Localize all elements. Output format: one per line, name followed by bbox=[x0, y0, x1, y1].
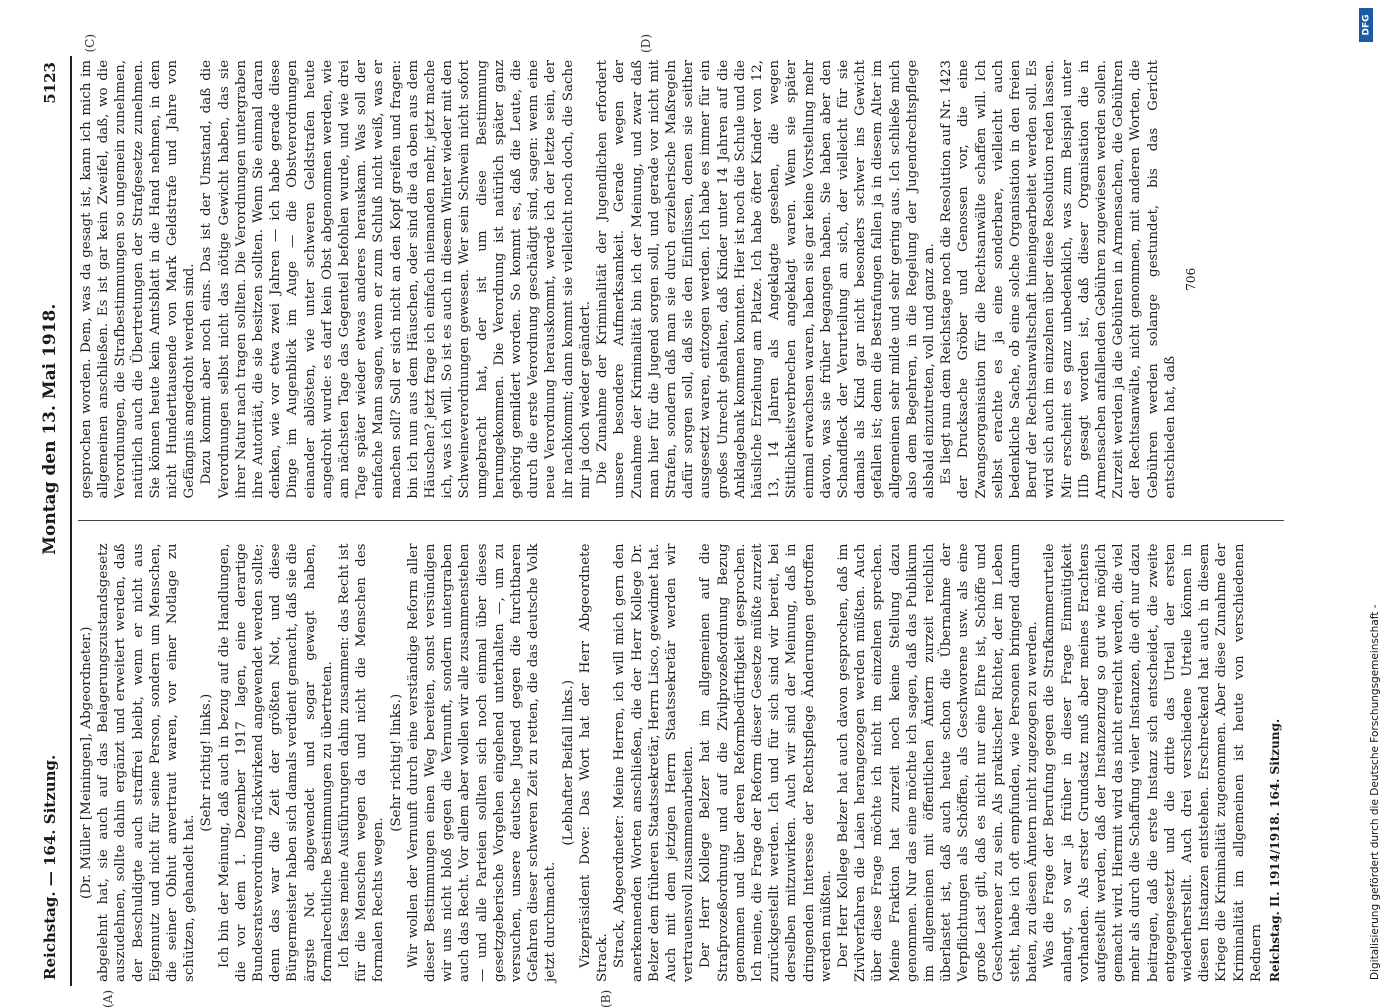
left-footer: Reichstag. II. 1914/1918. 164. Sitzung. bbox=[1268, 718, 1283, 982]
left-paragraph: Der Herr Kollege Belzer hat im allgemeinen auf die Strafprozeßordnung und auf die Zivilprozeßordnung Bezug genommen und über deren Reformbedürftigkeit gesprochen. Ich meine, die Frage der Reform dieser Gesetze müßte zurzeit zurückgestellt werden. Ich und für sich sind wir bereit, bei derselben mitzuwirken. Auch wir sind der Meinung, daß in dringenden Interesse der Rechtspflege Änderungen getroffen werden müßten. bbox=[698, 543, 834, 982]
right-paragraph: Die Zunahme der Kriminalität der Jugendlichen erfordert unsere besondere Aufmerksamkeit. Gerade wegen der Zunahme der Kriminalität bin ich der Meinung, und zwar daß man hier für die Jugend sorgen soll, und gerade vor nicht mit Strafen, sondern daß man sie durch erzieherische Maßregeln dafür sorgen soll, daß sie den Einflüssen, denen sie seither ausgesetzt waren, entzogen werden. Ich habe es immer für ein großes Unrecht gehalten, daß Kinder unter 14 Jahren auf die Anklagebank kommen konnten. Hier ist noch die Schule und die häusliche Erziehung am Platze. Ich habe öfter Kinder von 12, 13, 14 Jahren als Angeklagte gesehen, die wegen Sittlichkeitsverbrechen angeklagt waren. Wenn sie später einmal erwachsen waren, haben sie gar keine Vorstellung mehr davon, was sie früher begangen haben. Sie haben aber den Schandfleck der Verurteilung an sich, der vielleicht für sie damals als Kind gar nicht besonders schwer ins Gewicht gefallen ist; denn die Bestrafungen fallen ja in diesem Alter im allgemeinen sehr milde und sehr gering aus. Ich schließe mich also dem Begehren, in die Regelung der Jugendrechtspflege alsbald einzutreten, voll und ganz an. bbox=[595, 60, 937, 499]
interjection: (Lebhafter Beifall links.) bbox=[560, 679, 576, 846]
newspaper-page bbox=[40, 34, 1330, 1008]
page-sheet-number: 706 bbox=[1184, 267, 1198, 291]
left-paragraph: Wir wollen der Vernunft durch eine verständige Reform aller dieser Bestimmungen einen Weg bereiten, sonst versündigen wir uns nicht bloß gegen die Vernunft, sondern untergraben auch das Recht. Vor allem aber wollen wir alle zusammenstehen — und alle Parteien sollten sich noch einmal über dieses gesetzgeberische Vorgehen eingehend unterhalten —, um zu versuchen, unsere deutsche Jugend gegen die furchtbaren Gefahren dieser schweren Zeit zu retten, die das deutsche Volk jetzt durchmacht. bbox=[405, 543, 559, 982]
interjection: (Sehr richtig! links.) bbox=[388, 693, 404, 832]
margin-mark-c: (C) bbox=[83, 34, 97, 53]
left-paragraph: Vizepräsident Dove: Das Wort hat der Herr Abgeordnete Strack. bbox=[577, 543, 611, 982]
right-paragraph: Es liegt nun dem Reichstage noch die Resolution auf Nr. 1423 der Drucksache Gröber und Genossen vor, die eine Zwangsorganisation für die Rechtsanwälte schaffen will. Ich selbst erachte es ja eine sonderbare, vielleicht auch bedenkliche Sache, ob eine solche Organisation in den freien Beruf der Rechtsanwaltschaft hineingearbeitet werden soll. Es wird sich auch im einzelnen über diese Resolution reden lassen. Mir erscheint es ganz unbedenklich, was zum Beispiel unter IIIb gesagt worden ist, daß dieser Organisation die in Armensachen anfallenden Gebühren zugewiesen werden sollen. Zurzeit werden ja die Gebühren in Armensachen, die Gebühren der Rechtsanwälte, nicht genommen, mit anderen Worten, die Gebühren werden solange gestundet, bis das Gericht entschieden hat, daß bbox=[939, 60, 1178, 499]
right-paragraph: gesprochen worden. Dem, was da gesagt ist, kann ich mich im allgemeinen anschließen. Es ist gar kein Zweifel, daß, wo die Verordnungen, die Strafbestimmungen so ungemein zunehmen, natürlich auch die Übertretungen der Strafgesetze zunehmen. Sie können heute kein Amtsblatt in die Hand nehmen, in dem nicht Hunderttausende von Mark Geldstrafe und Jahre von Gefängnis angedroht werden sind. bbox=[79, 60, 198, 499]
dfg-credit-strip bbox=[1351, 0, 1381, 1000]
header-left: Reichstag. — 164. Sitzung. bbox=[41, 754, 59, 980]
left-paragraph: Ich fasse meine Ausführungen dahin zusammen: das Recht ist für die Menschen wegen da und nicht die Menschen des formalen Rechts wegen. bbox=[337, 543, 387, 982]
header-center: Montag den 13. Mai 1918. bbox=[40, 303, 60, 555]
margin-mark-d: (D) bbox=[639, 34, 653, 53]
left-paragraph: Der Herr Kollege Belzer hat auch davon gesprochen, daß im Zivilverfahren die Laien herangezogen werden müßten. Auch über diese Frage möchte ich nicht im einzelnen sprechen. Meine Fraktion hat zurzeit noch keine Stellung dazu genommen. Nur das eine möchte ich sagen, daß das Publikum im allgemeinen mit öffentlichen Ämtern zurzeit reichlich überlastet ist, daß auch heute schon die Übernahme der Verpflichtungen als Schöffen, als Geschworene usw. als eine große Last gilt, daß es nicht nur eine Ehre ist, Schöffe und Geschworener zu sein. Als praktischer Richter, der im Leben steht, habe ich oft empfunden, wie Personen bringend darum baten, zu diesen Ämtern nicht zugezogen zu werden. bbox=[835, 543, 1041, 982]
dfg-logo: DFG bbox=[1359, 8, 1373, 42]
dfg-credit-text: Digitalisierung gefördert durch die Deutsche Forschungsgemeinschaft - bbox=[1369, 604, 1381, 980]
text-columns bbox=[72, 34, 1284, 1008]
right-column bbox=[78, 34, 1284, 499]
speaker-intro: (Dr. Müller [Meiningen], Abgeordneter.) bbox=[79, 626, 94, 899]
column-divider bbox=[78, 521, 1284, 522]
left-column bbox=[78, 543, 1284, 1008]
margin-mark-a: (A) bbox=[101, 989, 115, 1008]
page-number: 5123 bbox=[41, 62, 59, 104]
right-paragraph: Dazu kommt aber noch eins. Das ist der Umstand, daß die Verordnungen selbst nicht das nötige Gewicht haben, das sie ihrer Natur nach tragen sollten. Die Verordnungen untergraben ihre Autorität, die sie besitzen sollten. Wenn Sie einmal daran denken, wie vor etwa zwei Jahren — ich habe gerade diese Dinge im Augenblick im Auge — die Obstverordnungen einander ablösten, wie unter schweren Geldstrafen heute angedroht wurde: es darf kein Obst abgenommen werden, wie am nächsten Tage das Gegenteil befohlen wurde, und wie drei Tage später wieder etwas anderes herauskam. Was soll der einfache Mann sagen, wenn er zum Schluß nicht weiß, was er machen soll? Soll er sich nicht an den Kopf greifen und fragen: bin ich nun aus dem Häuschen, oder sind die da oben aus dem Häuschen? jetzt frage ich einfach niemanden mehr, jetzt mache ich, was ich will. So ist es auch in diesem Winter wieder mit den Schweineverordnungen gewesen. Wer sein Schwein nicht sofort umgebracht hat, der ist um diese Bestimmung herumgekommen. Die Verordnung ist natürlich später ganz gehörig gemildert worden. So kommt es, daß die Leute, die durch die erste Verordnung geschädigt sind, sagen: wenn eine neue Verordnung herauskommt, werde ich der letzte sein, der ihr nachkommt; dann kommt sie vielleicht noch doch, die Sache mir ja doch wieder geändert. bbox=[199, 60, 593, 499]
left-paragraph: Strack, Abgeordneter: Meine Herren, ich will mich gern den anerkennenden Worten anschließen, die der Herr Kollege Dr. Belzer dem früheren Staatssekretär, Herrn Lisco, gewidmet hat. Auch mit dem jetzigen Herrn Staatssekretär werden wir vertrauensvoll zusammenarbeiten. bbox=[612, 543, 697, 982]
left-paragraph: abgelehnt hat, sie auch auf das Belagerungszustandsgesetz auszudehnen, sollte dahin ergänzt und erweitert werden, daß der Beschuldigte auch straffrei bleibt, wenn er nicht aus Eigennutz und nicht für seine Person, sondern um Menschen, die seiner Obhut anvertraut waren, vor einer Notlage zu schützen, gehandelt hat. bbox=[96, 543, 198, 982]
interjection: (Sehr richtig! links.) bbox=[199, 693, 215, 832]
page-header bbox=[40, 56, 72, 986]
margin-mark-b: (B) bbox=[599, 989, 613, 1008]
left-paragraph: Ich bin der Meinung, daß auch in bezug auf die Handlungen, die vor dem 1. Dezember 1917 lagen, eine derartige Bundesratsverordnung rückwirkend angewendet werden sollte; denn das war die Zeit der größten Not, und diese Bürgermeister haben sich damals verdient gemacht, daß sie die ärgste Not abgewendet und sogar gewagt haben, formalrechtliche Bestimmungen zu übertreten. bbox=[216, 543, 335, 982]
left-paragraph: Was die Frage der Berufung gegen die Strafkammerurteile anlangt, so war ja früher in dieser Frage Einmütigkeit vorhanden. Als erster Grundsatz muß aber meines Erachtens aufgestellt werden, daß der Instanzenzug so gut wie möglich gemacht wird. Hiermit wird das nicht erreicht werden, die viel mehr als durch die Schaffung vieler Instanzen, die oft nur dazu beitragen, daß die erste Instanz sich entscheidet, die zweite entgegengesetzt und die dritte das Urteil der ersten wiederherstellt. Auch drei verschiedene Urteile können in diesen Instanzen entstehen. Erschreckend hat auch in diesem Kriege die Kriminalität zugenommen. Aber diese Zunahme der Kriminalität im allgemeinen ist heute von verschiedenen Rednern bbox=[1042, 543, 1264, 982]
